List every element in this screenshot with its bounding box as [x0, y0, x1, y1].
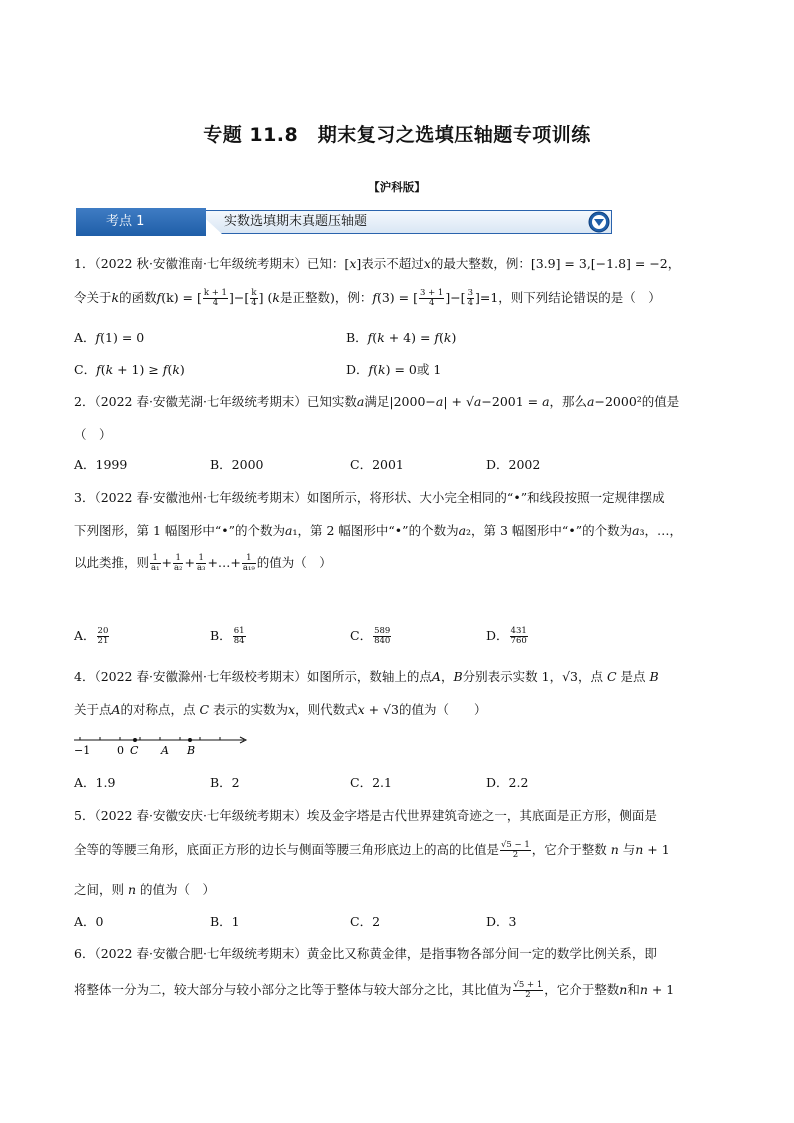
q5-option-c: C．2 — [350, 914, 381, 929]
axis-label-0: 0 — [117, 744, 124, 757]
q3-option-d: D． $\frac{431}{760}$ — [486, 626, 527, 646]
axis-label-a: A — [161, 744, 169, 757]
q2-option-b: B．2000 — [210, 457, 264, 472]
q2-line-1: 2．（2022 春·安徽芜湖·七年级统考期末）已知实数𝑎满足|2000−𝑎| + √𝑎−2001 = 𝑎，那么𝑎−2000²的值是 — [74, 394, 680, 409]
q4-option-a: A．1.9 — [74, 775, 116, 790]
q4-line-2: 关于点𝐴的对称点，点 𝐶 表示的实数为𝑥，则代数式𝑥 + √3的值为（ ） — [74, 702, 487, 717]
q5-line-2: 全等的等腰三角形，底面正方形的边长与侧面等腰三角形底边上的高的比值是 $\frac{√5 - 1}{2}$ ，它介于整数 𝑛 与𝑛 + 1 — [74, 840, 670, 860]
q3-option-c: C． $\frac{589}{840}$ — [350, 626, 391, 646]
q3-line-1: 3．（2022 春·安徽池州·七年级统考期末）如图所示，将形状、大小完全相同的“•”和线段按照一定规律摆成 — [74, 490, 665, 505]
q5-option-b: B．1 — [210, 914, 240, 929]
q5-line-1: 5．（2022 春·安徽安庆·七年级统考期末）埃及金字塔是古代世界建筑奇迹之一，其底面是正方形，侧面是 — [74, 808, 657, 823]
axis-label-minus1: −1 — [74, 744, 91, 757]
q6-line-1: 6．（2022 春·安徽合肥·七年级统考期末）黄金比又称黄金律，是指事物各部分间一定的数学比例关系，即 — [74, 946, 657, 961]
q3-line-2: 下列图形，第 1 幅图形中“•”的个数为𝑎₁，第 2 幅图形中“•”的个数为𝑎₂，第 3 幅图形中“•”的个数为𝑎₃，…， — [74, 523, 683, 538]
q1-option-c: C．𝑓(𝑘 + 1) ≥ 𝑓(𝑘) — [74, 362, 185, 377]
edition-label: 【沪科版】 — [368, 180, 426, 194]
q3-line-3: 以此类推，则 $\frac{1}{\text{a₁}}$ + $\frac{1}{\text{a₂}}$ + $\frac{1}{\text{a₃}}$ +…+ $\frac{1}{\text{a₁₉}}$ 的值为（ ） — [74, 553, 332, 573]
banner-tag: 考点 1 — [76, 208, 206, 236]
section-banner — [76, 208, 614, 236]
q4-option-c: C．2.1 — [350, 775, 392, 790]
q5-option-a: A．0 — [74, 914, 104, 929]
number-line-figure — [72, 736, 252, 758]
q3-option-b: B． $\frac{61}{84}$ — [210, 626, 245, 646]
chevron-down-icon[interactable] — [588, 211, 610, 233]
banner-topic: 实数选填期末真题压轴题 — [224, 214, 368, 229]
page-title: 专题 11.8 期末复习之选填压轴题专项训练 — [203, 124, 591, 146]
q2-option-d: D．2002 — [486, 457, 541, 472]
q1-option-a: A．𝑓(1) = 0 — [74, 330, 145, 345]
q1-option-b: B．𝑓(𝑘 + 4) = 𝑓(𝑘) — [346, 330, 457, 345]
q2-option-c: C．2001 — [350, 457, 404, 472]
q4-option-d: D．2.2 — [486, 775, 529, 790]
q1-line-2: 令关于k的函数f(k) = [ $\frac{k + 1}{4}$ ]−[ $\frac{k}{4}$ ] (k是正整数)，例：f(3) = [ $\frac{3 + 1}{4}$ ]−[ $\frac{3}{4}$ ]=1，则下列结论错误的是（ ） — [74, 288, 661, 308]
axis-label-b: B — [187, 744, 196, 757]
q4-option-b: B．2 — [210, 775, 240, 790]
q6-line-2: 将整体一分为二，较大部分与较小部分之比等于整体与较大部分之比，其比值为 $\frac{√5 + 1}{2}$ ，它介于整数𝑛和𝑛 + 1 — [74, 980, 675, 1000]
q1-option-d: D．𝑓(𝑘) = 0或 1 — [346, 362, 442, 377]
q5-option-d: D．3 — [486, 914, 517, 929]
q2-line-2: （ ） — [74, 427, 112, 442]
q4-line-1: 4．（2022 春·安徽滁州·七年级校考期末）如图所示，数轴上的点𝐴，𝐵分别表示实数 1，√3，点 𝐶 是点 𝐵 — [74, 669, 659, 684]
axis-label-c: C — [130, 744, 139, 757]
q3-option-a: A． $\frac{20}{21}$ — [74, 626, 109, 646]
q1-line-1: 1．（2022 秋·安徽淮南·七年级统考期末）已知：[x]表示不超过x的最大整数，例：[3.9] = 3,[−1.8] = −2， — [74, 256, 681, 271]
q5-line-3: 之间，则 𝑛 的值为（ ） — [74, 882, 215, 897]
q2-option-a: A．1999 — [74, 457, 128, 472]
